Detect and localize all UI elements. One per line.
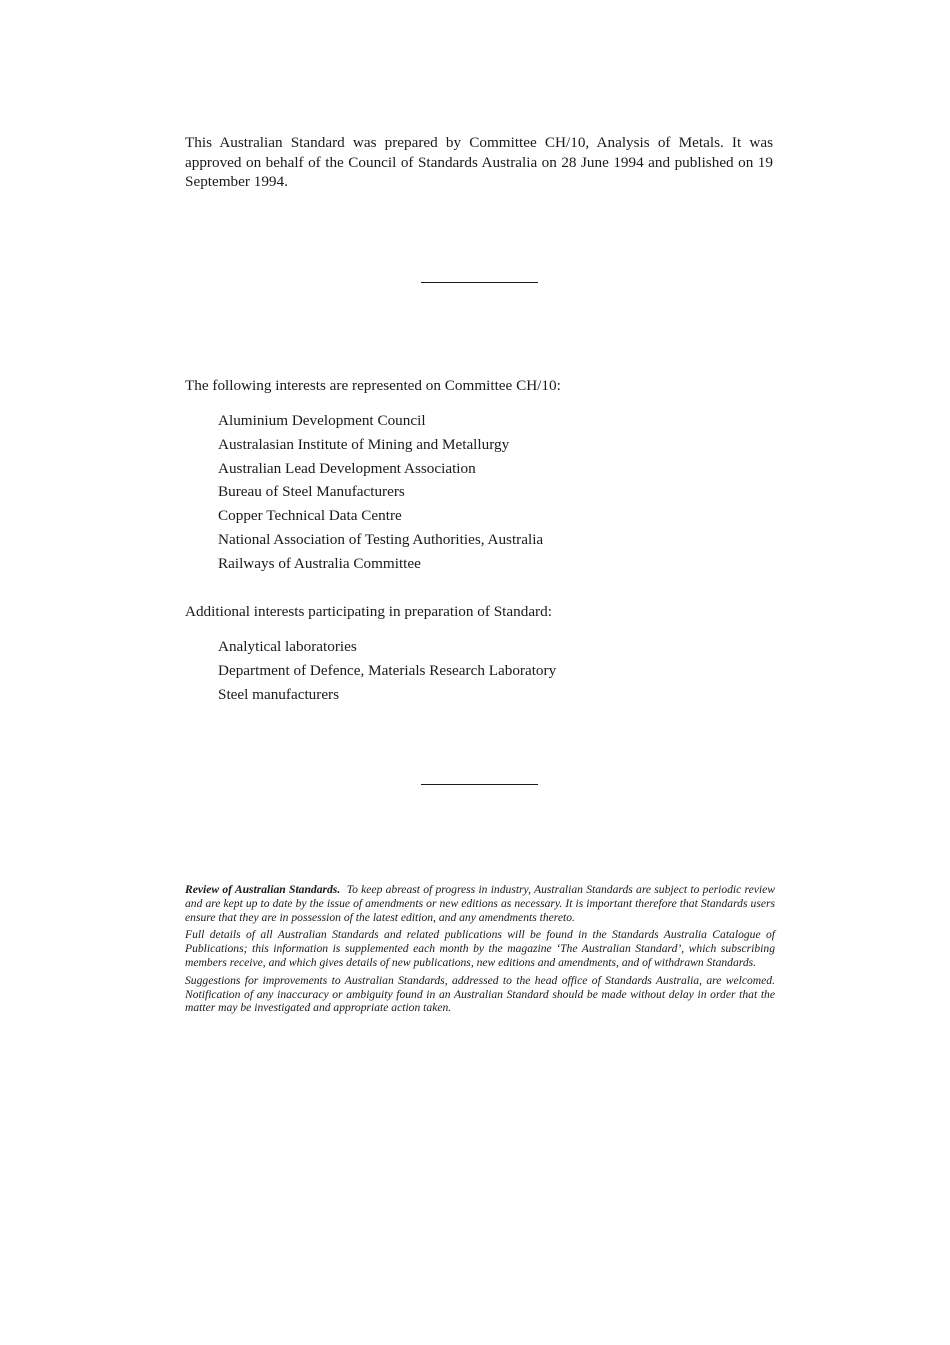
list-item: Australasian Institute of Mining and Metallurgy [218,435,510,453]
section-divider [421,282,538,283]
review-notice [185,883,775,1019]
additional-interests-heading: Additional interests participating in preparation of Standard: [185,603,552,620]
catalogue-paragraph: Full details of all Australian Standards and related publications will be found in the Standards Australia Catalogue of Publications; this information is supplemented each month by the magazine ‘The Australian Standard’, which subscribing members receive, and which gives details of new publications, new editions and amendments, and of withdrawn Standards. [185,928,775,969]
suggestions-paragraph: Suggestions for improvements to Australian Standards, addressed to the head office of Standards Australia, are welcomed. Notification of any inaccuracy or ambiguity found in an Australian Standard should be made without delay in order that the matter may be investigated and appropriate action taken. [185,973,775,1015]
review-text: To keep abreast of progress in industry, Australian Standards are subject to periodic review and are kept up to date by the issue of amendments or new editions as necessary. It is important therefore that Standards users ensure that they are in possession of the latest edition, and any amendments thereto. [185,883,775,924]
list-item: Bureau of Steel Manufacturers [218,483,405,501]
list-item: Steel manufacturers [218,685,340,703]
review-paragraph [185,883,775,924]
committee-heading: The following interests are represented on Committee CH/10: [185,377,561,394]
list-item: Department of Defence, Materials Research Laboratory [218,661,557,679]
list-item: Aluminium Development Council [218,412,426,429]
list-item: Australian Lead Development Association [218,459,476,477]
list-item: National Association of Testing Authorities, Australia [218,530,544,548]
list-item: Analytical laboratories [218,638,357,655]
review-lead-title: Review of Australian Standards. [185,883,341,896]
preparation-statement: This Australian Standard was prepared by Committee CH/10, Analysis of Metals. It was approved on behalf of the Council of Standards Australia on 28 June 1994 and published on 19 September 1994. [185,134,773,190]
list-item: Railways of Australia Committee [218,554,421,572]
section-divider [421,784,538,785]
committee-member-list [218,409,543,576]
additional-interests-list [218,635,556,706]
list-item: Copper Technical Data Centre [218,507,402,525]
